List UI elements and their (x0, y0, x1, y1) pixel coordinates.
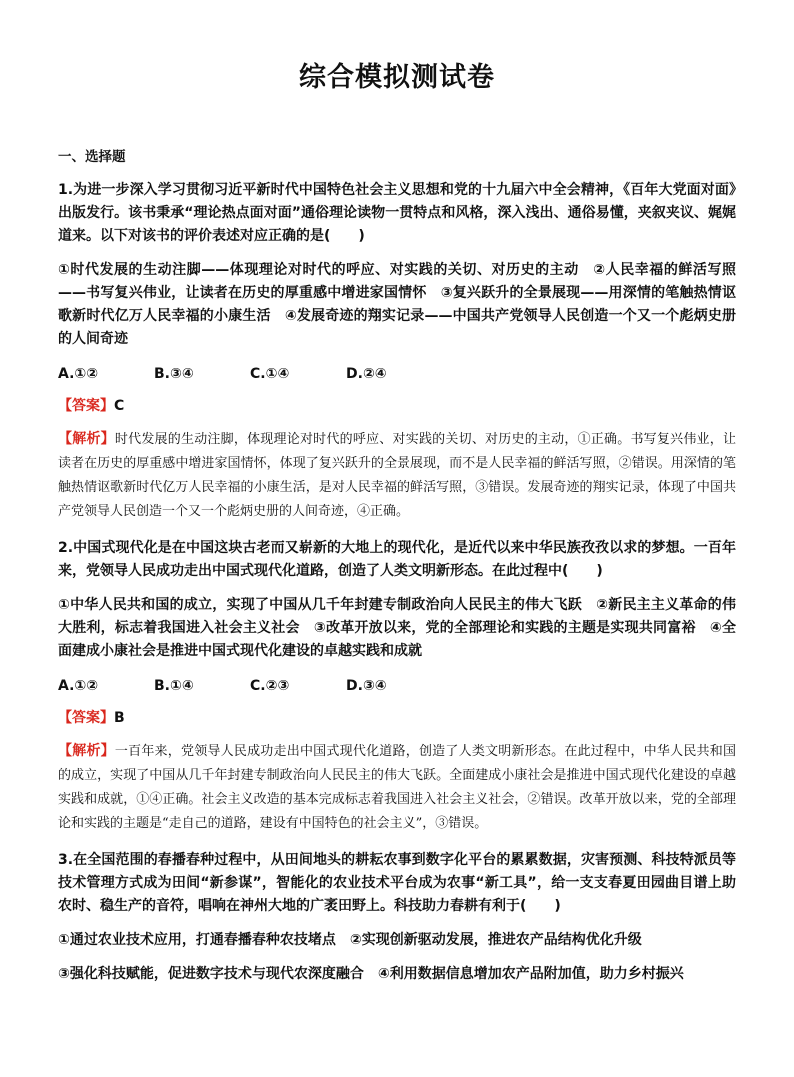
option-b: B.①④ (154, 678, 194, 694)
option-c: C.②③ (250, 678, 290, 694)
question-2-answer (58, 707, 736, 729)
option-c: C.①④ (250, 366, 290, 382)
option-a: A.①② (58, 366, 99, 382)
answer-tag: 【答案】 (58, 398, 114, 414)
section-heading: 一、选择题 (58, 149, 126, 165)
answer-tag: 【答案】 (58, 710, 114, 726)
question-1-options (58, 363, 736, 385)
page-title: 综合模拟测试卷 (299, 62, 495, 93)
option-d: D.②④ (346, 366, 387, 382)
option-d: D.③④ (346, 678, 387, 694)
question-1-statements: ①时代发展的生动注脚——体现理论对时代的呼应、对实践的关切、对历史的主动 ②人民幸福的鲜活写照——书写复兴伟业，让读者在历史的厚重感中增进家国情怀 ③复兴跃升的全景展现——用深情的笔触热情讴歌新时代亿万人民幸福的小康生活 ④发展奇迹的翔实记录——中国共产党领导人民创造一个又一个彪炳史册的人间奇迹 (58, 262, 736, 347)
question-2-options (58, 675, 736, 697)
analysis-text: 时代发展的生动注脚，体现理论对时代的呼应、对实践的关切、对历史的主动，①正确。书写复兴伟业，让读者在历史的厚重感中增进家国情怀，体现了复兴跃升的全景展现，而不是人民幸福的鲜活写照，②错误。用深情的笔触热情讴歌新时代亿万人民幸福的小康生活，是对人民幸福的鲜活写照，③错误。发展奇迹的翔实记录，体现了中国共产党领导人民创造一个又一个彪炳史册的人间奇迹，④正确。 (58, 432, 736, 519)
answer-value: C (114, 398, 125, 414)
question-3-stem: 3.在全国范围的春播春种过程中，从田间地头的耕耘农事到数字化平台的累累数据，灾害预测、科技特派员等技术管理方式成为田间“新参谋”，智能化的农业技术平台成为农事“新工具”，给一支支春夏田园曲目谱上助农时、稳生产的音符，唱响在神州大地的广袤田野上。科技助力春耕有利于( ) (58, 852, 736, 914)
analysis-text: 一百年来，党领导人民成功走出中国式现代化道路，创造了人类文明新形态。在此过程中，中华人民共和国的成立，实现了中国从几千年封建专制政治向人民民主的伟大飞跃。全面建成小康社会是推进中国式现代化建设的卓越实践和成就，①④正确。社会主义改造的基本完成标志着我国进入社会主义社会，②错误。改革开放以来，党的全部理论和实践的主题是“走自己的道路，建设有中国特色的社会主义”，③错误。 (58, 744, 736, 831)
analysis-tag: 【解析】 (58, 431, 115, 447)
question-2-analysis (58, 739, 736, 836)
question-1-answer (58, 395, 736, 417)
question-1-analysis (58, 427, 736, 524)
question-2-stem: 2.中国式现代化是在中国这块古老而又崭新的大地上的现代化，是近代以来中华民族孜孜以求的梦想。一百年来，党领导人民成功走出中国式现代化道路，创造了人类文明新形态。在此过程中( ) (58, 540, 736, 579)
question-2-statements: ①中华人民共和国的成立，实现了中国从几千年封建专制政治向人民民主的伟大飞跃 ②新民主主义革命的伟大胜利，标志着我国进入社会主义社会 ③改革开放以来，党的全部理论和实践的主题是实现共同富裕 ④全面建成小康社会是推进中国式现代化建设的卓越实践和成就 (58, 597, 736, 659)
analysis-tag: 【解析】 (58, 743, 115, 759)
option-b: B.③④ (154, 366, 194, 382)
option-a: A.①② (58, 678, 99, 694)
question-3-statements-line-2: ③强化科技赋能，促进数字技术与现代农深度融合 ④利用数据信息增加农产品附加值，助力乡村振兴 (58, 966, 684, 982)
answer-value: B (114, 710, 125, 726)
question-3-statements-line-1: ①通过农业技术应用，打通春播春种农技堵点 ②实现创新驱动发展，推进农产品结构优化升级 (58, 932, 642, 948)
question-1-stem: 1.为进一步深入学习贯彻习近平新时代中国特色社会主义思想和党的十九届六中全会精神，《百年大党面对面》出版发行。该书秉承“理论热点面对面”通俗理论读物一贯特点和风格，深入浅出、通俗易懂，夹叙夹议、娓娓道来。以下对该书的评价表述对应正确的是( ) (58, 182, 736, 244)
